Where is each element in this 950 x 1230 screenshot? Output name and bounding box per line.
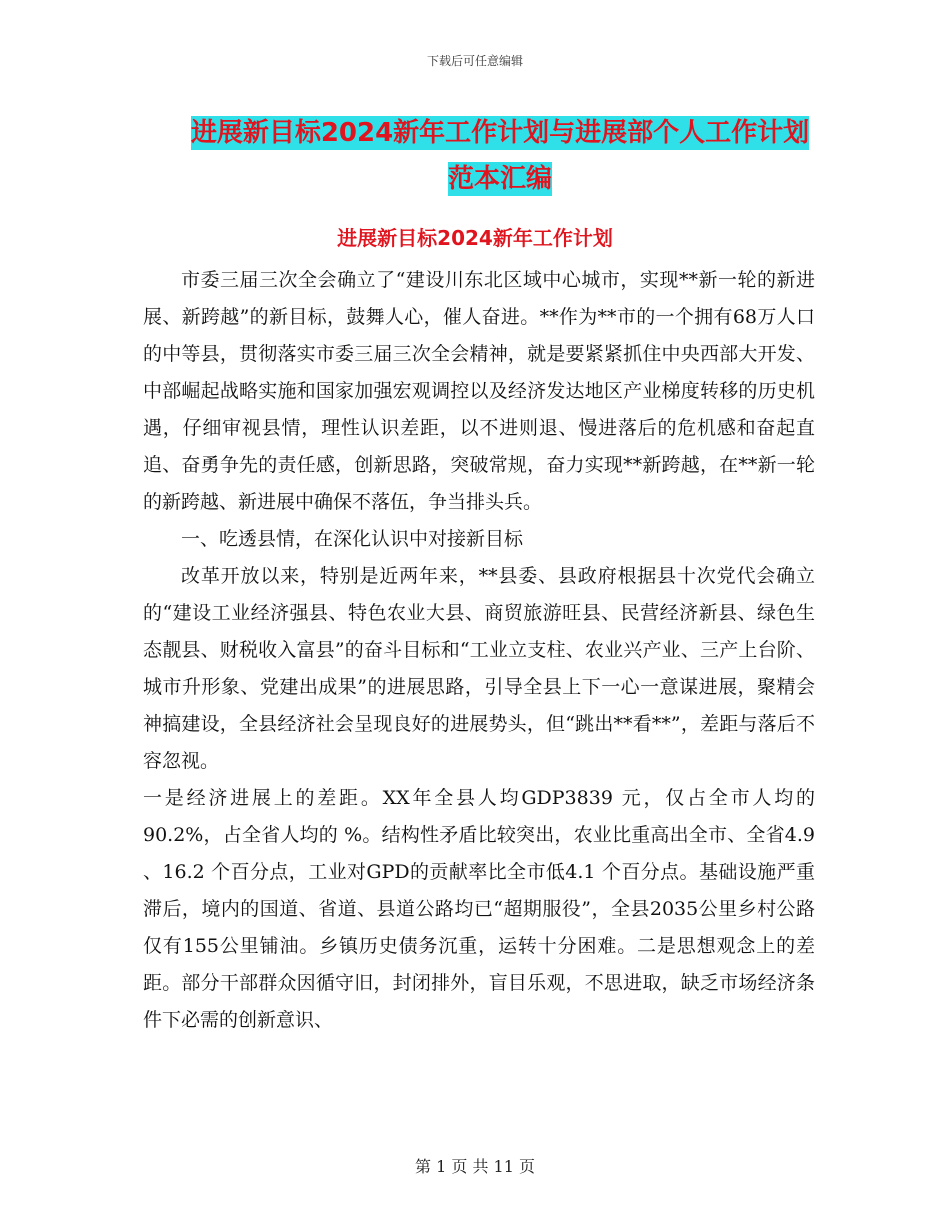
document-title-line2: 范本汇编	[447, 164, 552, 194]
document-body	[143, 262, 815, 1039]
section-title: 进展新目标2024新年工作计划	[337, 226, 613, 250]
paragraph-gaps: 一是经济进展上的差距。XX年全县人均GDP3839 元，仅占全市人均的90.2%，占全省人均的 %。结构性矛盾比较突出，农业比重高出全市、全省4.9 、16.2 个百分点，工业对GPD的贡献率比全市低4.1 个百分点。基础设施严重滞后，境内的国道、省道、县道公路均已“超期服役”，全县2035公里乡村公路仅有155公里铺油。乡镇历史债务沉重，运转十分困难。二是思想观念上的差距。部分干部群众因循守旧，封闭排外，盲目乐观，不思进取，缺乏市场经济条件下必需的创新意识、	[143, 787, 815, 1031]
page-footer-number: 第 1 页 共 11 页	[415, 1157, 535, 1176]
page-header-note: 下载后可任意编辑	[426, 54, 523, 68]
document-title-line1: 进展新目标2024新年工作计划与进展部个人工作计划	[190, 118, 810, 148]
paragraph-reform: 改革开放以来，特别是近两年来，**县委、县政府根据县十次党代会确立的“建设工业经济强县、特色农业大县、商贸旅游旺县、民营经济新县、绿色生态靓县、财税收入富县”的奋斗目标和“工业立支柱、农业兴产业、三产上台阶、城市升形象、党建出成果”的进展思路，引导全县上下一心一意谋进展，聚精会神搞建设，全县经济社会呈现良好的进展势头，但“跳出**看**”，差距与落后不容忽视。	[143, 565, 815, 772]
paragraph-heading-1: 一、吃透县情，在深化认识中对接新目标	[181, 528, 524, 550]
paragraph-intro: 市委三届三次全会确立了“建设川东北区域中心城市，实现**新一轮的新进展、新跨越”的新目标，鼓舞人心，催人奋进。**作为**市的一个拥有68万人口的中等县，贯彻落实市委三届三次全会精神，就是要紧紧抓住中央西部大开发、中部崛起战略实施和国家加强宏观调控以及经济发达地区产业梯度转移的历史机遇，仔细审视县情，理性认识差距，以不进则退、慢进落后的危机感和奋起直追、奋勇争先的责任感，创新思路，突破常规，奋力实现**新跨越，在**新一轮的新跨越、新进展中确保不落伍，争当排头兵。	[143, 269, 815, 513]
document-title	[140, 110, 860, 202]
